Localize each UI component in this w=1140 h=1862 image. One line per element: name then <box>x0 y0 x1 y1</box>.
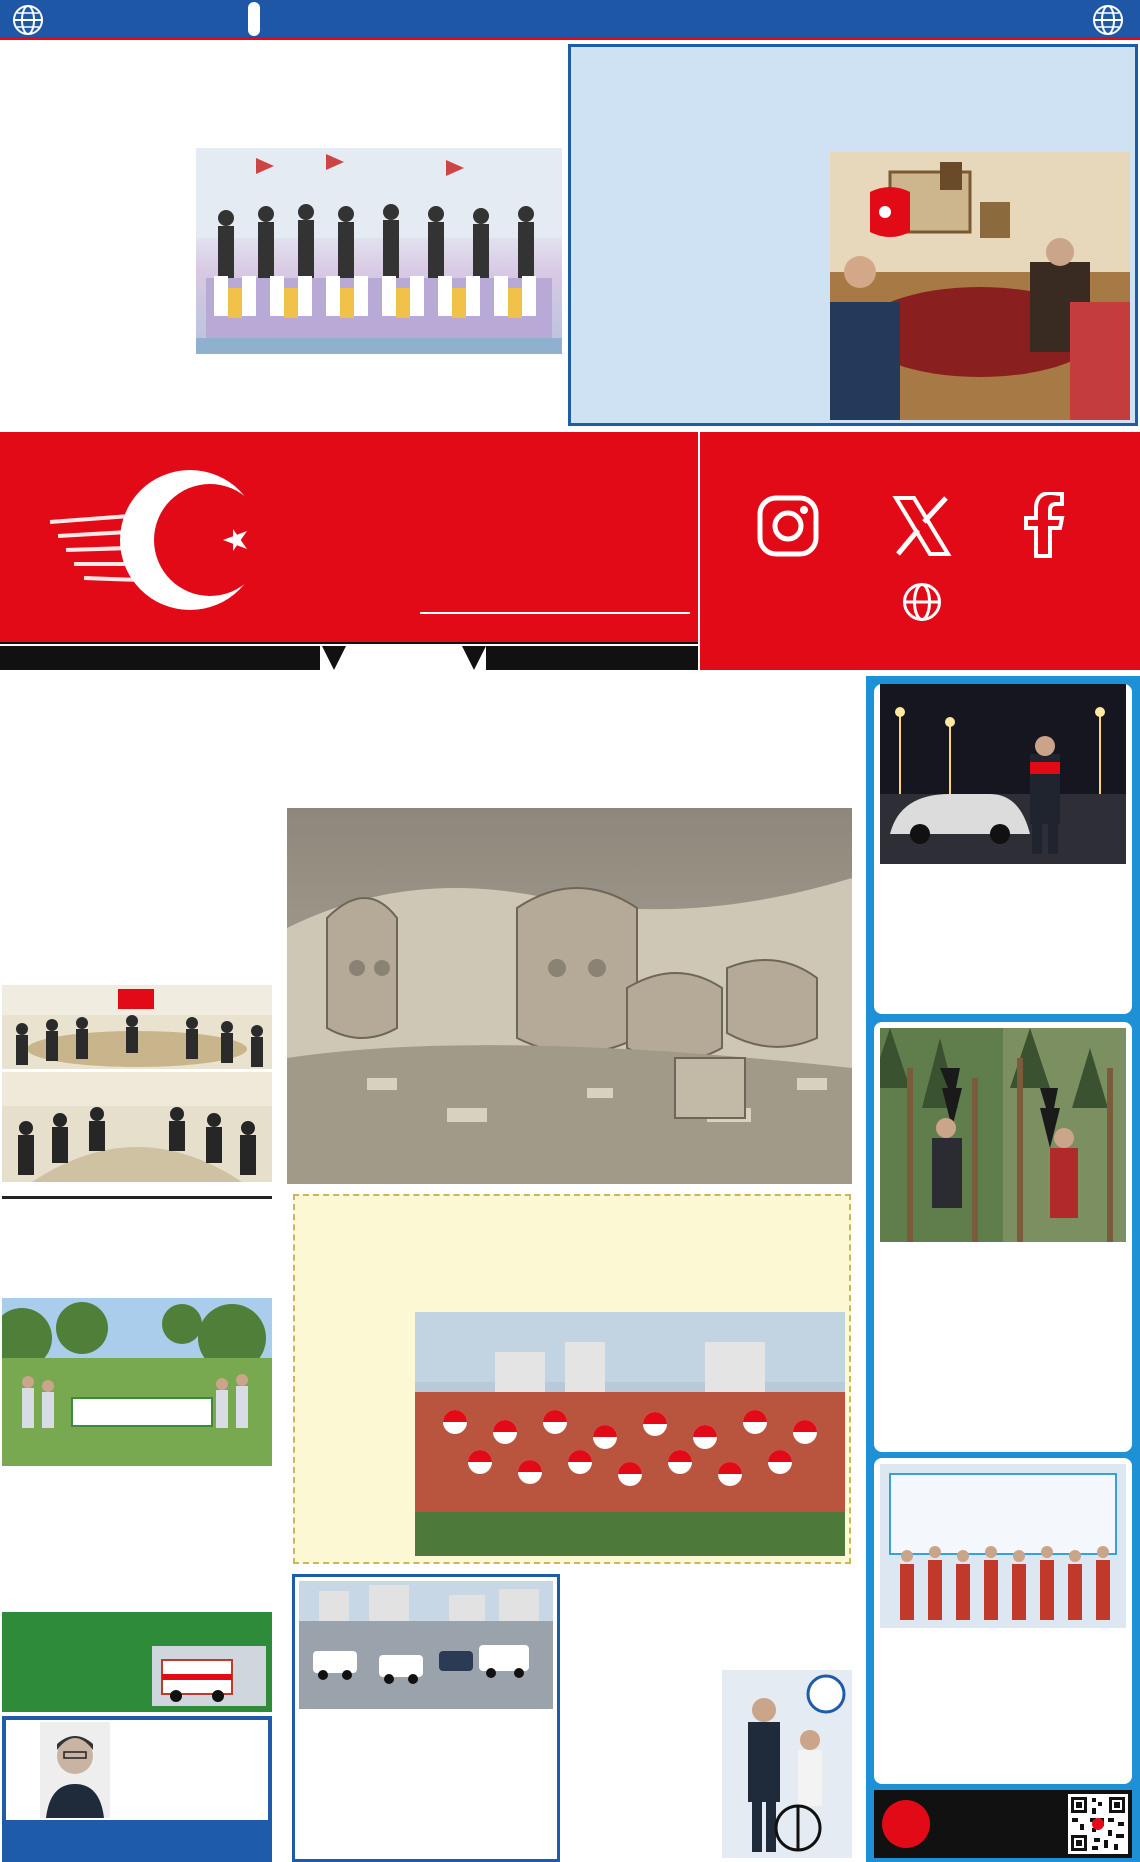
globe-icon-left <box>12 4 44 36</box>
main-meeting-photo2 <box>2 1072 272 1182</box>
instagram-icon[interactable] <box>756 494 820 558</box>
huzur-card[interactable] <box>874 684 1132 1014</box>
top-bar <box>0 0 1140 40</box>
facebook-icon[interactable] <box>1022 492 1066 558</box>
moto-photo <box>152 1646 266 1706</box>
resim-photo <box>722 1670 852 1858</box>
zincir-box[interactable] <box>292 1574 560 1862</box>
date-box <box>0 646 320 670</box>
genclik-card[interactable] <box>874 1458 1132 1784</box>
golbasi-photo <box>2 1298 272 1466</box>
triangle-right-icon <box>462 646 486 670</box>
crescent-star-logo <box>40 452 270 622</box>
main-nemrut-photo <box>287 808 852 1184</box>
nisan-body <box>298 1312 408 1328</box>
globe-icon-right <box>1092 4 1124 36</box>
cib-logo <box>882 1800 930 1848</box>
moto-title <box>8 1614 22 1645</box>
globe-icon-social <box>902 582 942 622</box>
story2-body <box>578 262 830 278</box>
resim-body <box>580 1672 720 1686</box>
aa-ad[interactable] <box>874 1790 1132 1858</box>
dateline <box>0 642 698 670</box>
main-meeting-photo1 <box>2 985 272 1069</box>
kose-box[interactable] <box>2 1716 272 1862</box>
golbasi-body <box>2 1510 272 1524</box>
orman-card[interactable] <box>874 1022 1132 1452</box>
story2-photo <box>830 152 1130 420</box>
price-box <box>345 646 465 670</box>
triangle-left-icon <box>322 646 346 670</box>
huzur-body <box>878 918 1128 933</box>
topbar-url[interactable] <box>248 2 260 36</box>
author-photo <box>40 1722 110 1818</box>
story1-photo <box>196 148 562 354</box>
orman-body <box>878 1296 1130 1310</box>
story1-body2 <box>290 360 562 376</box>
huzur-photo <box>880 684 1126 864</box>
moto-box[interactable] <box>2 1612 272 1712</box>
issue-box <box>486 646 698 670</box>
masthead-slogan <box>420 592 690 614</box>
main-lead-box <box>2 808 272 826</box>
orman-photo <box>880 1028 1126 1242</box>
golbasi-rule <box>2 1196 272 1199</box>
kose-inner <box>6 1720 268 1820</box>
x-icon[interactable] <box>892 494 952 558</box>
genclik-body <box>878 1714 1130 1728</box>
qr-code-icon[interactable] <box>1068 1794 1128 1854</box>
masthead <box>0 432 698 642</box>
genclik-photo <box>880 1464 1126 1628</box>
social-box <box>700 432 1140 670</box>
zincir-photo <box>299 1581 553 1709</box>
zincir-body <box>299 1801 555 1816</box>
nisan-photo <box>415 1312 845 1556</box>
